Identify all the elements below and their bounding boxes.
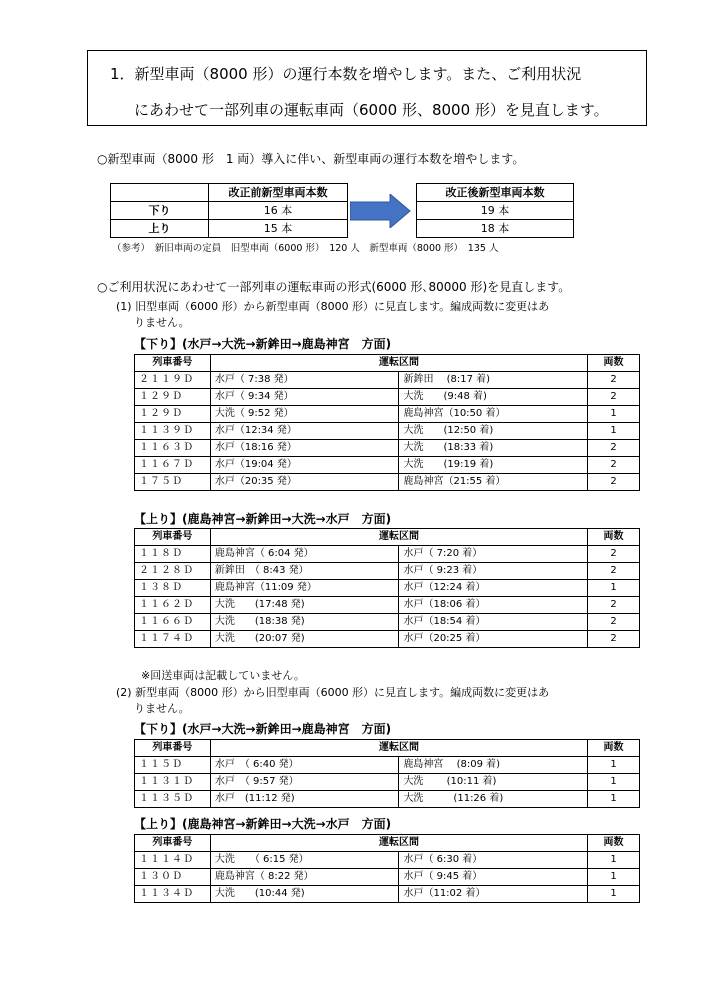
train-number: １１３１Ｄ: [135, 774, 211, 791]
car-count: 1: [588, 406, 640, 423]
after-count-table: [416, 183, 574, 238]
train-number: １１６２Ｄ: [135, 597, 211, 614]
part1-up-table: [134, 528, 640, 648]
train-number: １７５Ｄ: [135, 474, 211, 491]
car-count: 2: [588, 597, 640, 614]
part2-down-table: [134, 739, 640, 808]
departure: 水戸（19:04 発）: [210, 457, 399, 474]
arrival: 水戸（ 9:23 着）: [399, 563, 588, 580]
row-label-up: 上り: [111, 220, 209, 238]
heading-line-1: 1．新型車両（8000 形）の運行本数を増やします。また、ご利用状況: [110, 65, 582, 83]
right-arrow-icon: [350, 194, 412, 228]
departure: 水戸（ 9:34 発）: [210, 389, 399, 406]
table-row: [135, 580, 640, 597]
departure: 大洗 (10:44 発): [210, 886, 399, 903]
departure: 水戸 （ 9:57 発）: [210, 774, 399, 791]
part1-up-title: 【上り】(鹿島神宮→新鉾田→大洗→水戸 方面): [134, 512, 392, 526]
part1-text-line2: りません。: [134, 316, 190, 329]
part1-footnote: ※回送車両は記載していません。: [141, 669, 305, 682]
section2-title: ○ご利用状況にあわせて一部列車の運転車両の形式(6000 形､80000 形)を見直します。: [97, 280, 571, 294]
car-count: 1: [588, 791, 640, 808]
train-number: １２９Ｄ: [135, 389, 211, 406]
column-header: 両数: [588, 529, 640, 546]
train-number: １３０Ｄ: [135, 869, 211, 886]
table-row: [135, 457, 640, 474]
arrival: 鹿島神宮（10:50 着）: [399, 406, 588, 423]
table-row: [135, 757, 640, 774]
table-row: [135, 563, 640, 580]
table-row: [135, 546, 640, 563]
after-value-up: 18 本: [417, 220, 574, 238]
departure: 水戸（ 7:38 発）: [210, 372, 399, 389]
departure: 鹿島神宮（ 6:04 発）: [210, 546, 399, 563]
car-count: 2: [588, 474, 640, 491]
car-count: 2: [588, 563, 640, 580]
departure: 水戸（12:34 発）: [210, 423, 399, 440]
section1-title: ○新型車両（8000 形 1 両）導入に伴い、新型車両の運行本数を増やします。: [97, 152, 525, 166]
column-header: 列車番号: [135, 355, 211, 372]
arrival: 大洗 (19:19 着): [399, 457, 588, 474]
departure: 鹿島神宮（11:09 発）: [210, 580, 399, 597]
car-count: 1: [588, 886, 640, 903]
arrival: 水戸（12:24 着）: [399, 580, 588, 597]
after-header: 改正後新型車両本数: [417, 184, 574, 202]
train-number: １１８Ｄ: [135, 546, 211, 563]
table-row: [135, 791, 640, 808]
car-count: 2: [588, 457, 640, 474]
table-row: [135, 886, 640, 903]
train-number: １１３５Ｄ: [135, 791, 211, 808]
car-count: 2: [588, 372, 640, 389]
arrival: 水戸（ 7:20 着）: [399, 546, 588, 563]
column-header: 両数: [588, 835, 640, 852]
table-row: [135, 869, 640, 886]
train-number: １１６７Ｄ: [135, 457, 211, 474]
after-value-down: 19 本: [417, 202, 574, 220]
arrival: 大洗 (9:48 着): [399, 389, 588, 406]
table-row: [135, 631, 640, 648]
column-header: 運転区間: [210, 740, 587, 757]
column-header: 運転区間: [210, 529, 587, 546]
arrival: 大洗 (18:33 着): [399, 440, 588, 457]
column-header: 運転区間: [210, 835, 587, 852]
column-header: 列車番号: [135, 740, 211, 757]
part2-up-title: 【上り】(鹿島神宮→新鉾田→大洗→水戸 方面): [134, 817, 392, 831]
table-row: [135, 614, 640, 631]
arrival: 鹿島神宮（21:55 着）: [399, 474, 588, 491]
part2-up-table: [134, 834, 640, 903]
table-row: [135, 372, 640, 389]
before-count-table: [110, 183, 348, 238]
departure: 水戸（20:35 発）: [210, 474, 399, 491]
row-label-down: 下り: [111, 202, 209, 220]
car-count: 2: [588, 546, 640, 563]
departure: 大洗 (18:38 発): [210, 614, 399, 631]
part1-down-title: 【下り】(水戸→大洗→新鉾田→鹿島神宮 方面): [134, 337, 392, 351]
train-number: ２１１９Ｄ: [135, 372, 211, 389]
departure: 水戸 （ 6:40 発）: [210, 757, 399, 774]
train-number: １１３９Ｄ: [135, 423, 211, 440]
departure: 大洗 (20:07 発): [210, 631, 399, 648]
column-header: 列車番号: [135, 835, 211, 852]
car-count: 2: [588, 631, 640, 648]
table-row: [135, 389, 640, 406]
part1-down-table: [134, 354, 640, 491]
arrival: 水戸（ 9:45 着）: [399, 869, 588, 886]
car-count: 2: [588, 440, 640, 457]
table-row: [135, 474, 640, 491]
arrival: 大洗 (12:50 着): [399, 423, 588, 440]
car-count: 2: [588, 389, 640, 406]
table-row: [135, 423, 640, 440]
heading-line-2: にあわせて一部列車の運転車両（6000 形、8000 形）を見直します。: [134, 101, 609, 119]
train-number: １２９Ｄ: [135, 406, 211, 423]
car-count: 1: [588, 580, 640, 597]
table-row: [135, 852, 640, 869]
part2-text-line2: りません。: [134, 702, 190, 715]
arrival: 鹿島神宮 (8:09 着): [399, 757, 588, 774]
before-value-up: 15 本: [209, 220, 348, 238]
table-row: [135, 597, 640, 614]
car-count: 2: [588, 614, 640, 631]
arrival: 大洗 (11:26 着): [399, 791, 588, 808]
car-count: 1: [588, 869, 640, 886]
departure: 水戸 (11:12 発): [210, 791, 399, 808]
column-header: 両数: [588, 355, 640, 372]
arrival: 新鉾田 (8:17 着): [399, 372, 588, 389]
table-row: [135, 440, 640, 457]
train-number: １１３４Ｄ: [135, 886, 211, 903]
table-row: [135, 774, 640, 791]
car-count: 1: [588, 757, 640, 774]
train-number: １１６３Ｄ: [135, 440, 211, 457]
train-number: １１７４Ｄ: [135, 631, 211, 648]
train-number: ２１２８Ｄ: [135, 563, 211, 580]
car-count: 1: [588, 423, 640, 440]
departure: 大洗（ 9:52 発）: [210, 406, 399, 423]
train-number: １１６６Ｄ: [135, 614, 211, 631]
train-number: １１１４Ｄ: [135, 852, 211, 869]
heading-box: [87, 50, 647, 126]
arrival: 水戸（ 6:30 着）: [399, 852, 588, 869]
train-number: １３８Ｄ: [135, 580, 211, 597]
part2-text-line1: (2) 新型車両（8000 形）から旧型車両（6000 形）に見直します。編成両数に変更はあ: [116, 686, 550, 699]
departure: 水戸（18:16 発）: [210, 440, 399, 457]
departure: 鹿島神宮（ 8:22 発）: [210, 869, 399, 886]
empty-cell: [111, 184, 209, 202]
arrival: 大洗 (10:11 着): [399, 774, 588, 791]
column-header: 列車番号: [135, 529, 211, 546]
arrival: 水戸（18:54 着）: [399, 614, 588, 631]
car-count: 1: [588, 852, 640, 869]
arrival: 水戸（20:25 着）: [399, 631, 588, 648]
departure: 大洗 (17:48 発): [210, 597, 399, 614]
column-header: 運転区間: [210, 355, 587, 372]
capacity-note: （参考） 新旧車両の定員 旧型車両（6000 形） 120 人 新型車両（8000 形） 135 人: [112, 243, 499, 254]
table-row: [135, 406, 640, 423]
before-header: 改正前新型車両本数: [209, 184, 348, 202]
car-count: 1: [588, 774, 640, 791]
column-header: 両数: [588, 740, 640, 757]
train-number: １１５Ｄ: [135, 757, 211, 774]
departure: 新鉾田 （ 8:43 発）: [210, 563, 399, 580]
before-value-down: 16 本: [209, 202, 348, 220]
part2-down-title: 【下り】(水戸→大洗→新鉾田→鹿島神宮 方面): [134, 722, 392, 736]
departure: 大洗 （ 6:15 発）: [210, 852, 399, 869]
arrival: 水戸（18:06 着）: [399, 597, 588, 614]
arrival: 水戸（11:02 着）: [399, 886, 588, 903]
part1-text-line1: (1) 旧型車両（6000 形）から新型車両（8000 形）に見直します。編成両数に変更はあ: [116, 300, 550, 313]
